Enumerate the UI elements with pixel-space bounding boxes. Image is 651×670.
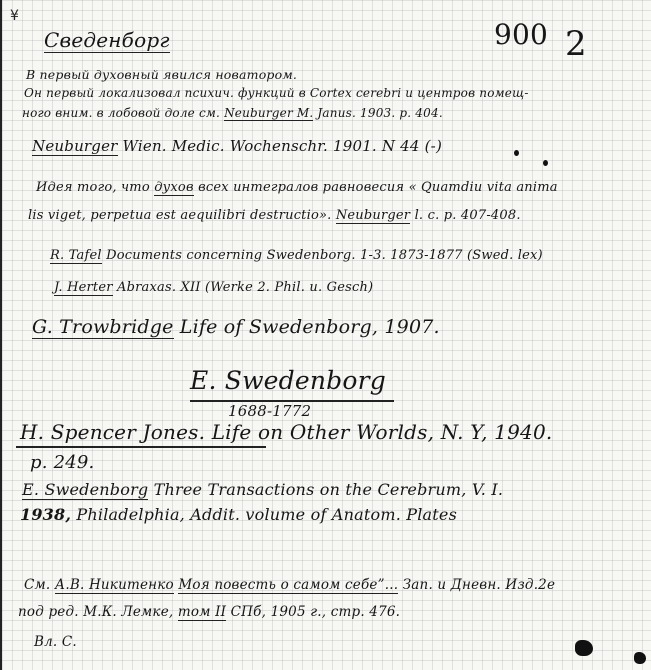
card-heading: Сведенборг (44, 28, 170, 52)
reference-swedenborg-publication (20, 505, 457, 524)
note-line-3 (22, 106, 443, 120)
corner-mark: ¥ (10, 8, 19, 24)
reference-tafel-author: R. Tafel (50, 248, 102, 263)
neuburger-name: Neuburger M. (224, 106, 314, 120)
idea-line-2 (28, 208, 521, 223)
ink-blot (575, 640, 593, 656)
reference-neuburger-source: Wien. Medic. Wochenschr. 1901. N 44 (-) (122, 137, 442, 155)
note-line-3-suffix: Janus. 1903. p. 404. (317, 106, 443, 120)
reference-trowbridge-author: G. Trowbridge (32, 316, 174, 338)
reference-spencer-jones (20, 420, 552, 444)
idea-line-2-author: Neuburger (335, 208, 411, 223)
idea-underlined-word: духов (154, 180, 194, 195)
reference-swedenborg-place: Philadelphia, Addit. volume of Anatom. Plates (76, 505, 458, 524)
reference-nikitenko-details (18, 604, 400, 620)
card-number: 2 (565, 24, 587, 64)
reference-swedenborg-transactions (22, 480, 503, 499)
reference-spencer-jones-title: Life on Other Worlds, N. Y, 1940. (211, 420, 553, 444)
reference-herter-author: J. Herter (54, 280, 113, 295)
idea-line-2-quote: lis viget, perpetua est aequilibri destructio». (28, 208, 332, 223)
idea-line-1 (36, 180, 558, 195)
card-initials: Вл. С. (34, 634, 77, 650)
ink-dot (543, 160, 548, 166)
reference-swedenborg-title: Three Transactions on the Cerebrum, V. I. (153, 480, 504, 499)
note-line-2: Он первый локализовал психич. функций в Cortex cerebri и центров помещ- (24, 86, 529, 100)
reference-tafel-title: Documents concerning Swedenborg. 1-3. 1873-1877 (Swed. lex) (106, 248, 543, 263)
reference-trowbridge (32, 316, 440, 338)
reference-nikitenko-title: Моя повесть о самом себе”... (178, 577, 399, 593)
idea-line-1-prefix: Идея того, что (36, 180, 150, 195)
reference-nikitenko (24, 577, 555, 593)
idea-line-2-citation: l. c. p. 407-408. (414, 208, 521, 223)
reference-swedenborg-year: 1938, (20, 505, 72, 524)
reference-swedenborg-author: E. Swedenborg (22, 480, 149, 499)
subject-name: E. Swedenborg (190, 366, 386, 395)
reference-nikitenko-editor: под ред. М.К. Лемке, (18, 604, 174, 620)
reference-neuburger (32, 137, 442, 155)
note-line-3-prefix: ного вним. в лобовой доле см. (22, 106, 221, 120)
reference-neuburger-author: Neuburger (32, 137, 118, 155)
reference-nikitenko-pages: СПб, 1905 г., стр. 476. (230, 604, 401, 620)
note-line-1: В первый духовный явился новатором. (26, 67, 298, 82)
reference-nikitenko-see: См. (24, 577, 51, 593)
reference-nikitenko-author: А.В. Никитенко (54, 577, 174, 593)
reference-tafel (50, 248, 543, 263)
reference-trowbridge-title: Life of Swedenborg, 1907. (179, 316, 440, 338)
subject-dates: 1688-1772 (228, 402, 312, 420)
archive-number: 900 (494, 18, 549, 51)
ink-dot (514, 150, 519, 156)
reference-nikitenko-source: Зап. и Дневн. Изд.2е (402, 577, 556, 593)
spencer-underline (16, 446, 266, 448)
reference-herter-title: Abraxas. XII (Werke 2. Phil. u. Gesch) (117, 280, 374, 295)
reference-herter (54, 280, 373, 295)
idea-line-1-suffix: всех интегралов равновесия « Quamdiu vita anima (198, 180, 558, 195)
reference-nikitenko-volume: том II (177, 604, 227, 620)
ink-blot (634, 652, 646, 664)
reference-spencer-jones-author: H. Spencer Jones. (20, 420, 206, 444)
reference-spencer-jones-page: p. 249. (30, 452, 95, 473)
